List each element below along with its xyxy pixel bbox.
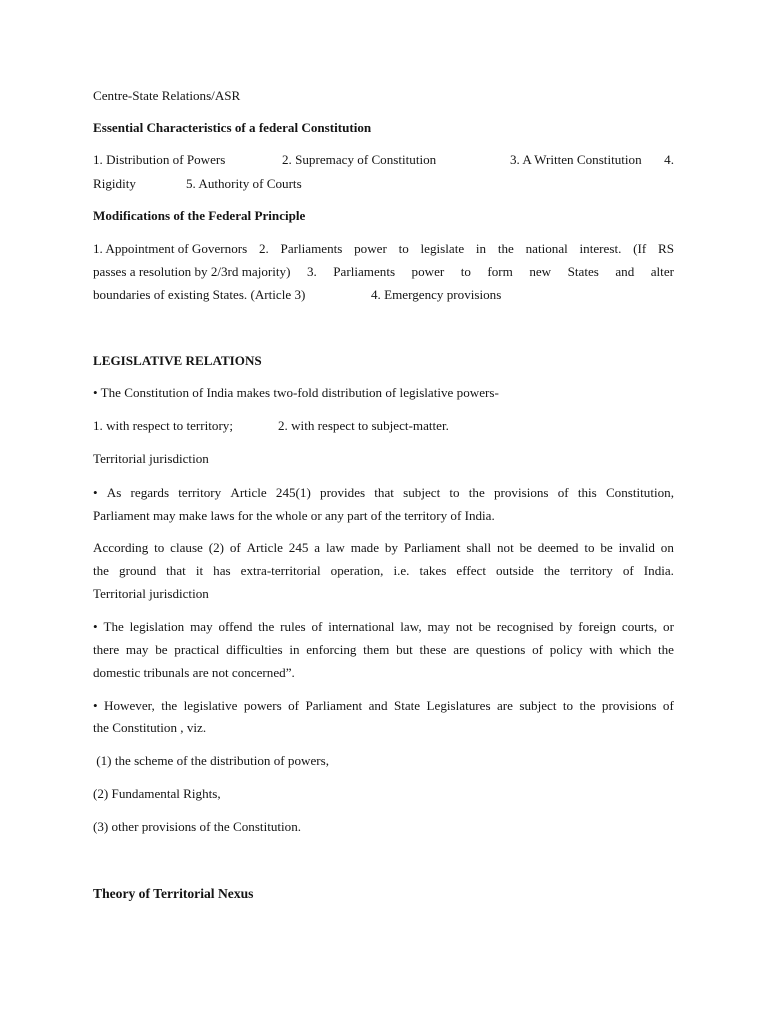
paragraph-3-line-1 [93, 618, 674, 635]
word: and [615, 264, 635, 279]
word: has [213, 563, 231, 578]
paragraph-3-line-2 [93, 641, 674, 658]
characteristic-item: 5. Authority of Courts [186, 176, 302, 191]
word: not [496, 540, 514, 555]
word: difficulties [226, 642, 283, 657]
word: the [468, 485, 485, 500]
word: Constitution, [605, 485, 674, 500]
word: provisions [601, 698, 657, 713]
word: of [622, 563, 634, 578]
word: new [529, 264, 552, 279]
word: subject [519, 698, 557, 713]
legislative-bullet-1: • The Constitution of India makes two-fold distribution of legislative powers- [93, 385, 499, 400]
word: are [496, 698, 513, 713]
word: but [396, 642, 413, 657]
paragraph-1-line-1 [93, 484, 674, 501]
word: of [229, 540, 241, 555]
word: form [487, 264, 513, 279]
word: 245(1) [275, 485, 311, 500]
word: in [475, 241, 487, 256]
word: RS [657, 241, 674, 256]
word: • [93, 619, 98, 634]
word: the [258, 619, 275, 634]
word: Parliaments [333, 264, 396, 279]
word: rules [280, 619, 306, 634]
word: the [93, 563, 109, 578]
word: power [411, 264, 445, 279]
word: Parliaments [280, 241, 343, 256]
word: there [93, 642, 120, 657]
word: to [398, 241, 409, 256]
constitution-list-item: (2) Fundamental Rights, [93, 786, 221, 801]
paragraph-1-line-2: Parliament may make laws for the whole or any part of the territory of India. [93, 508, 495, 523]
word: which [619, 642, 652, 657]
word: be [519, 540, 532, 555]
characteristic-item: 1. Distribution of Powers [93, 152, 226, 167]
word: of [311, 619, 323, 634]
paragraph-4-line-1 [93, 697, 674, 714]
word: 245 [288, 540, 309, 555]
word: offend [218, 619, 253, 634]
word: Legislatures [426, 698, 491, 713]
modifications-line-1 [93, 240, 674, 257]
word: clause [170, 540, 203, 555]
word: alter [650, 264, 674, 279]
word: States [567, 264, 599, 279]
word: these [419, 642, 447, 657]
characteristic-item: 2. Supremacy of Constitution [282, 152, 437, 167]
word: on [660, 540, 674, 555]
word: and [368, 698, 388, 713]
word: provisions [493, 485, 549, 500]
word: policy [549, 642, 583, 657]
word: extra-territorial [240, 563, 321, 578]
word: of [557, 485, 569, 500]
word: (If [633, 241, 647, 256]
word: (2) [208, 540, 224, 555]
word: national [525, 241, 568, 256]
territorial-jurisdiction-subheading: Territorial jurisdiction [93, 451, 209, 466]
word: not [455, 619, 473, 634]
word: territory [178, 485, 222, 500]
word: made [350, 540, 380, 555]
text-segment: 4. Emergency provisions [371, 287, 502, 302]
word: ground [119, 563, 157, 578]
paragraph-2-line-2 [93, 562, 674, 579]
word: international [328, 619, 395, 634]
word: • [93, 485, 98, 500]
word: the [579, 698, 596, 713]
constitution-list-item: (1) the scheme of the distribution of powers, [93, 753, 329, 768]
word: recognised [496, 619, 554, 634]
characteristic-item: 4. [664, 152, 674, 167]
characteristic-item: 3. A Written Constitution [510, 152, 642, 167]
word: regards [130, 485, 170, 500]
word: to [449, 485, 460, 500]
federal-characteristics-heading: Essential Characteristics of a federal Constitution [93, 120, 372, 135]
word: to [562, 698, 574, 713]
text-segment: boundaries of existing States. (Article 3) [93, 287, 306, 302]
word: shall [466, 540, 492, 555]
word: courts, [621, 619, 658, 634]
word: are [453, 642, 470, 657]
word: power [354, 241, 387, 256]
word: subject [403, 485, 441, 500]
word: to [154, 540, 165, 555]
word: with [589, 642, 613, 657]
word: or [663, 619, 674, 634]
document-title: Centre-State Relations/ASR [93, 88, 241, 103]
word: to [460, 264, 471, 279]
word: them [363, 642, 390, 657]
word: that [166, 563, 186, 578]
word: Parliament [403, 540, 461, 555]
constitution-list-item: (3) other provisions of the Constitution. [93, 819, 302, 834]
word: 1. Appointment of Governors [93, 241, 248, 256]
word: by [559, 619, 573, 634]
word: legislative [183, 698, 238, 713]
word: enforcing [306, 642, 357, 657]
word: it [195, 563, 204, 578]
word: India. [643, 563, 674, 578]
word: may [427, 619, 451, 634]
paragraph-2-line-1 [93, 539, 674, 556]
word: of [662, 698, 674, 713]
word: Article [230, 485, 267, 500]
word: Article [246, 540, 283, 555]
word: the [161, 698, 178, 713]
word: foreign [578, 619, 617, 634]
word: by [384, 540, 398, 555]
word: territory [569, 563, 613, 578]
word: the [543, 563, 560, 578]
word: a [314, 540, 321, 555]
modifications-line-2 [93, 263, 674, 280]
theory-heading: Theory of Territorial Nexus [93, 886, 254, 901]
word: questions [475, 642, 526, 657]
word: this [577, 485, 597, 500]
word: the [657, 642, 674, 657]
word: of [288, 698, 300, 713]
word: takes [419, 563, 447, 578]
word: be [600, 540, 613, 555]
word: may [125, 642, 149, 657]
word: As [106, 485, 122, 500]
modifications-heading: Modifications of the Federal Principle [93, 208, 306, 223]
paragraph-4-line-2: the Constitution , viz. [93, 720, 207, 735]
word: State [393, 698, 421, 713]
word: Parliament [305, 698, 363, 713]
word: may [190, 619, 213, 634]
word: passes a resolution by 2/3rd majority) [93, 264, 291, 279]
word: interest. [579, 241, 622, 256]
word: deemed [537, 540, 579, 555]
word: of [532, 642, 544, 657]
word: i.e. [393, 563, 410, 578]
word: that [374, 485, 394, 500]
word: • [93, 698, 98, 713]
word: invalid [618, 540, 655, 555]
word: legislate [420, 241, 465, 256]
word: the [497, 241, 514, 256]
word: However, [104, 698, 155, 713]
word: to [584, 540, 595, 555]
word: The [103, 619, 124, 634]
text-segment: 1. with respect to territory; [93, 418, 233, 433]
word: 2. [258, 241, 269, 256]
word: provides [320, 485, 366, 500]
word: effect [456, 563, 486, 578]
word: outside [496, 563, 534, 578]
word: law [325, 540, 345, 555]
word: be [478, 619, 491, 634]
word: in [289, 642, 300, 657]
text-segment: 2. with respect to subject-matter. [278, 418, 449, 433]
word: operation, [330, 563, 384, 578]
word: practical [174, 642, 220, 657]
word: law, [400, 619, 422, 634]
word: powers [243, 698, 282, 713]
word: be [155, 642, 168, 657]
word: According [93, 540, 149, 555]
word: legislation [129, 619, 185, 634]
paragraph-3-line-3: domestic tribunals are not concerned”. [93, 665, 295, 680]
characteristic-item: Rigidity [93, 176, 136, 191]
paragraph-2-line-3: Territorial jurisdiction [93, 586, 209, 601]
word: 3. [306, 264, 317, 279]
legislative-relations-heading: LEGISLATIVE RELATIONS [93, 353, 262, 368]
